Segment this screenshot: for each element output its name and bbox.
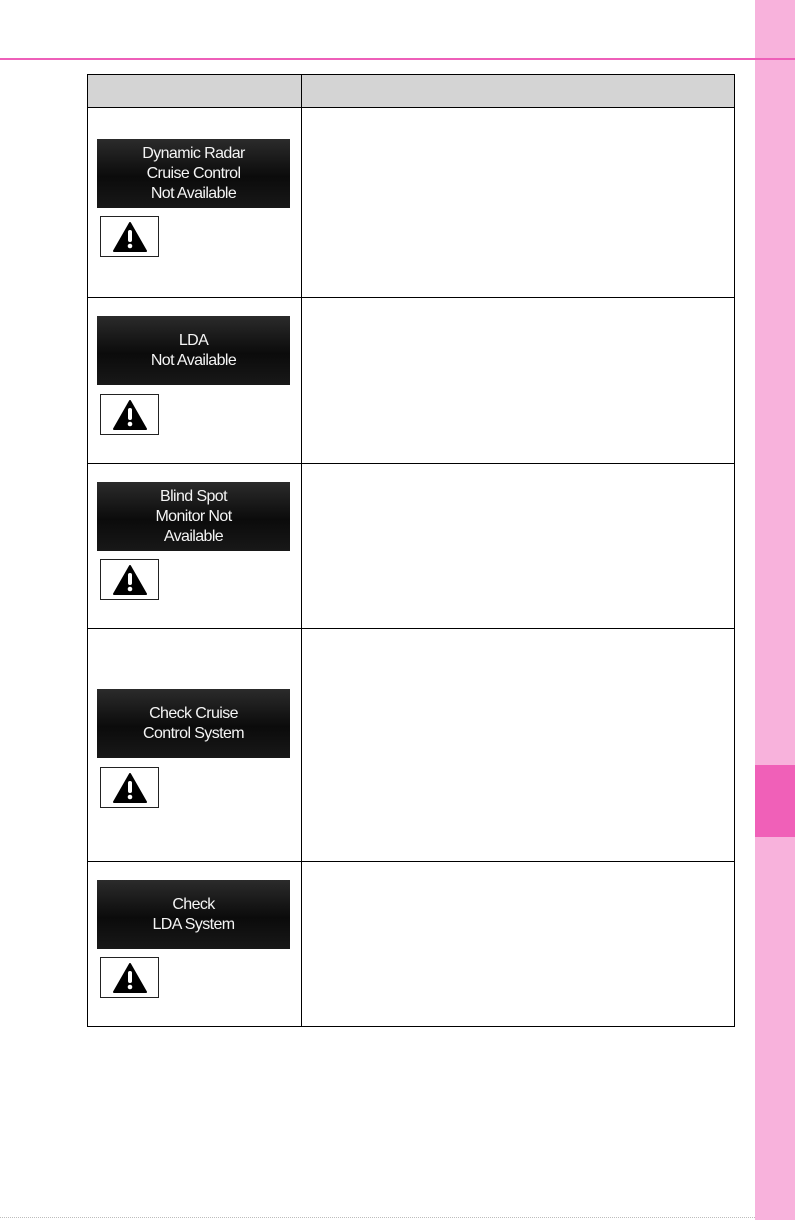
table-row — [88, 298, 735, 464]
message-image-cell — [88, 629, 302, 862]
header-rule — [0, 58, 795, 60]
display-message: LDA Not Available — [97, 316, 290, 385]
display-message: Dynamic Radar Cruise Control Not Available — [97, 139, 290, 208]
table-header-row — [88, 75, 735, 108]
page-bottom-rule — [0, 1217, 755, 1218]
side-tab — [755, 0, 795, 1220]
message-description — [302, 629, 735, 862]
table-header-details — [302, 75, 735, 108]
side-tab-active-section — [755, 765, 795, 837]
warning-triangle-icon — [100, 559, 159, 600]
message-description — [302, 298, 735, 464]
message-image-cell — [88, 298, 302, 464]
warning-triangle-icon — [100, 216, 159, 257]
message-image-cell — [88, 464, 302, 629]
message-image-cell — [88, 862, 302, 1027]
display-message: Check Cruise Control System — [97, 689, 290, 758]
table-row — [88, 629, 735, 862]
message-description — [302, 108, 735, 298]
table-row — [88, 108, 735, 298]
warning-message-table — [87, 74, 735, 1027]
warning-triangle-icon — [100, 394, 159, 435]
message-description — [302, 862, 735, 1027]
message-description — [302, 464, 735, 629]
table-row — [88, 464, 735, 629]
display-message: Blind Spot Monitor Not Available — [97, 482, 290, 551]
table-header-message — [88, 75, 302, 108]
display-message: Check LDA System — [97, 880, 290, 949]
table-row — [88, 862, 735, 1027]
warning-triangle-icon — [100, 767, 159, 808]
message-image-cell — [88, 108, 302, 298]
warning-triangle-icon — [100, 957, 159, 998]
